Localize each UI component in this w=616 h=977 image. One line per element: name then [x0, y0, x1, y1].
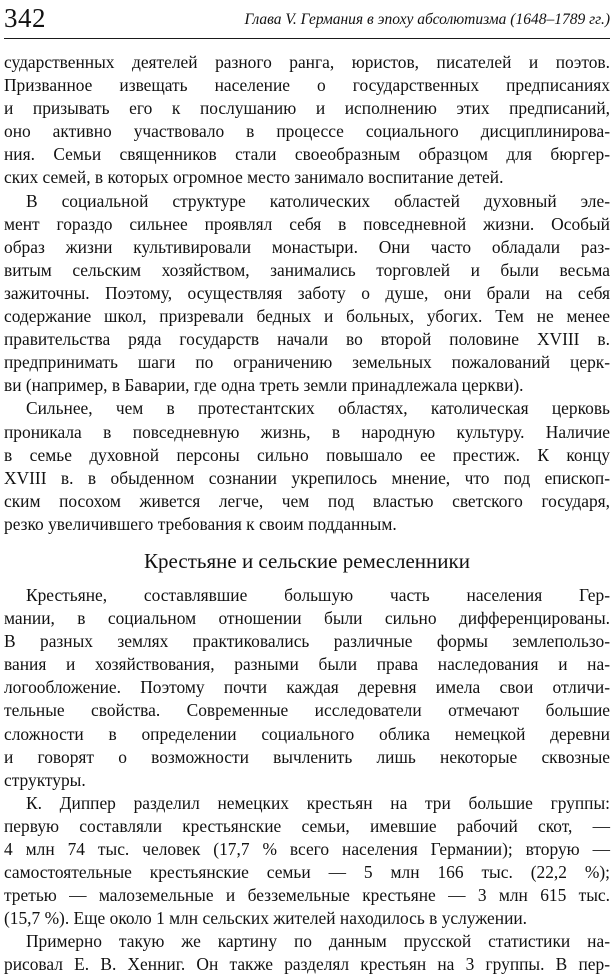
text-line: и говорят о возможности вычленить лишь некоторые сквозные [4, 746, 610, 767]
text-line: вания и хозяйствования, разными были права наследования и на- [4, 654, 610, 675]
text-line: структуры. [4, 769, 86, 790]
text-line: сударственных деятелей разного ранга, юристов, писателей и поэтов. [4, 52, 610, 72]
text-line: первую составляли крестьянские семьи, имевшие рабочий скот, — [4, 815, 610, 836]
text-line: сложности в определении социального облика немецкой деревни [4, 723, 610, 744]
paragraph [4, 584, 610, 792]
text-line: тельные свойства. Современные исследователи отмечают большие [4, 700, 610, 721]
paragraph [4, 930, 610, 976]
text-line: содержание школ, призревали бедных и больных, убогих. Тем не менее [4, 306, 610, 327]
text-line: мании, в социальном отношении были сильно дифференцированы. [4, 608, 610, 629]
text-line: Сильнее, чем в протестантских областях, католическая церковь [26, 398, 610, 419]
paragraph [4, 51, 610, 190]
text-line: логообложение. Поэтому почти каждая деревня имела свои отличи- [4, 677, 610, 698]
paragraph [4, 792, 610, 931]
text-line: Примерно такую же картину по данным прусской статистики на- [26, 931, 610, 952]
text-line: Крестьяне, составлявшие большую часть населения Гер- [26, 584, 610, 605]
text-line: проникала в повседневную жизнь, в народную культуру. Наличие [4, 421, 610, 442]
text-line: XVIII в. в обыденном сознании укрепилось мнение, что под епископ- [4, 467, 610, 488]
paragraph [4, 397, 610, 536]
text-line: образ жизни культивировали монастыри. Они часто обладали раз- [4, 236, 610, 257]
text-line: правительства ряда государств начали во второй половине XVIII в. [4, 329, 610, 350]
text-line: ви (например, в Баварии, где одна треть земли принадлежала церкви). [4, 375, 524, 396]
text-line: ния. Семьи священников стали своеобразным образцом для бюргер- [4, 144, 610, 165]
page-header [4, 0, 610, 39]
paragraph [4, 190, 610, 398]
text-line: К. Диппер разделил немецких крестьян на три большие группы: [26, 792, 610, 813]
text-line: в семье духовной персоны сильно повышало ее престиж. К концу [4, 444, 610, 465]
text-line: ским посохом живется легче, чем под властью светского государя, [4, 490, 610, 511]
body-text [4, 51, 610, 977]
text-line: (15,7 %). Еще около 1 млн сельских жителей находилось в услужении. [4, 908, 528, 929]
text-line: резко увеличившего требования к своим подданным. [4, 513, 397, 534]
running-head: Глава V. Германия в эпоху абсолютизма (1648–1789 гг.) [244, 11, 610, 28]
text-line: Призванное извещать население о государственных предписаниях [4, 75, 610, 96]
text-line: оно активно участвовало в процессе социального дисциплинирова- [4, 121, 610, 142]
text-line: В разных землях практиковались различные формы землепользо- [4, 631, 610, 652]
section-heading: Крестьяне и сельские ремесленники [144, 548, 470, 573]
text-line: 4 млн 74 тыс. человек (17,7 % всего населения Германии); вторую — [4, 839, 610, 859]
text-line: ских семей, в которых огромное место занимало воспитание детей. [4, 167, 504, 188]
text-line: предпринимать шаги по ограничению земельных пожалований церк- [4, 352, 610, 373]
page-number: 342 [4, 3, 46, 33]
text-line: третью — малоземельные и безземельные крестьяне — 3 млн 615 тыс. [4, 885, 610, 906]
text-line: и призывать его к послушанию и исполнению этих предписаний, [4, 98, 610, 119]
text-line: самостоятельные крестьянские семьи — 5 млн 166 тыс. (22,2 %); [4, 862, 610, 883]
text-line: рисовал Е. В. Хенниг. Он также разделял крестьян на 3 группы. В пер- [4, 954, 610, 975]
text-line: зажиточны. Поэтому, осуществляя заботу о душе, они брали на себя [4, 282, 610, 303]
text-line: В социальной структуре католических областей духовный эле- [26, 190, 610, 211]
text-line: мент гораздо сильнее проявлял себя в повседневной жизни. Особый [4, 213, 610, 234]
text-line: витым сельским хозяйством, занимались торговлей и были весьма [4, 259, 610, 280]
